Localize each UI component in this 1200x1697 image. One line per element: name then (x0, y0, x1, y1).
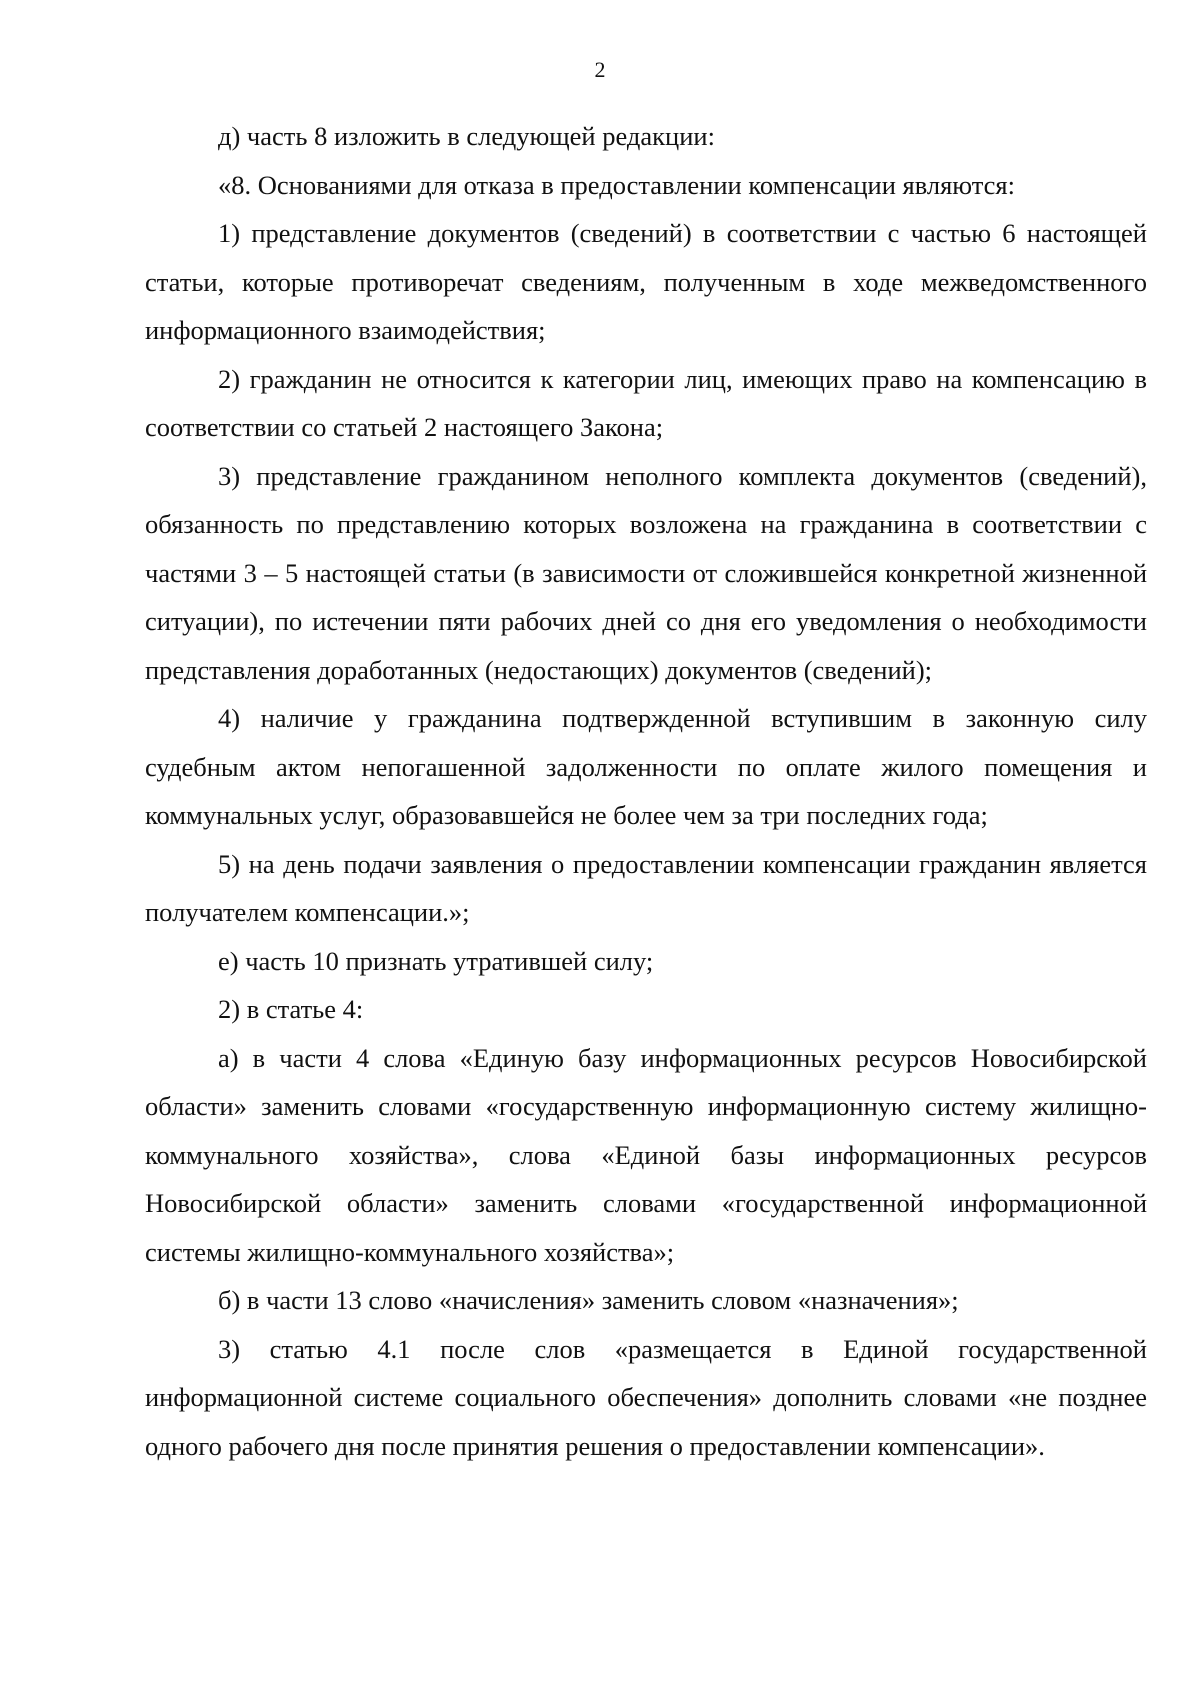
document-body (145, 112, 1147, 1470)
paragraph-ground-4: 4) наличие у гражданина подтвержденной вступившим в законную силу судебным актом непогашенной задолженности по оплате жилого помещения и коммунальных услуг, образовавшейся не более чем за три последних года; (145, 703, 1147, 830)
paragraph-amendment-e: е) часть 10 признать утратившей силу; (218, 945, 654, 976)
paragraph-ground-1: 1) представление документов (сведений) в соответствии с частью 6 настоящей статьи, которые противоречат сведениям, полученным в ходе межведомственного информационного взаимодействия; (145, 218, 1147, 345)
paragraph-article-4-b: б) в части 13 слово «начисления» заменить словом «назначения»; (218, 1285, 959, 1315)
paragraph-article-4: 2) в статье 4: (218, 994, 364, 1024)
paragraph-ground-2: 2) гражданин не относится к категории лиц, имеющих право на компенсацию в соответствии со статьей 2 настоящего Закона; (145, 363, 1147, 442)
paragraph-article-4-a: а) в части 4 слова «Единую базу информационных ресурсов Новосибирской области» заменить словами «государственную информационную систему жилищно-коммунального хозяйства», слова «Единой базы информационных ресурсов Новосибирской области» заменить словами «государственной информационной системы жилищно-коммунального хозяйства»; (145, 1042, 1147, 1267)
page-number: 2 (594, 57, 606, 82)
paragraph-amendment-d: д) часть 8 изложить в следующей редакции: (218, 121, 715, 151)
paragraph-part-8-intro: «8. Основаниями для отказа в предоставлении компенсации являются: (218, 169, 1015, 200)
paragraph-ground-3: 3) представление гражданином неполного комплекта документов (сведений), обязанность по представлению которых возложена на гражданина в соответствии с частями 3 – 5 настоящей статьи (в зависимости от сложившейся конкретной жизненной ситуации), по истечении пяти рабочих дней со дня его уведомления о необходимости представления доработанных (недостающих) документов (сведений); (145, 460, 1147, 685)
paragraph-ground-5: 5) на день подачи заявления о предоставлении компенсации гражданин является получателем компенсации.»; (145, 848, 1147, 927)
paragraph-article-4-1: 3) статью 4.1 после слов «размещается в Единой государственной информационной системе социального обеспечения» дополнить словами «не позднее одного рабочего дня после принятия решения о предоставлении компенсации». (145, 1333, 1147, 1461)
